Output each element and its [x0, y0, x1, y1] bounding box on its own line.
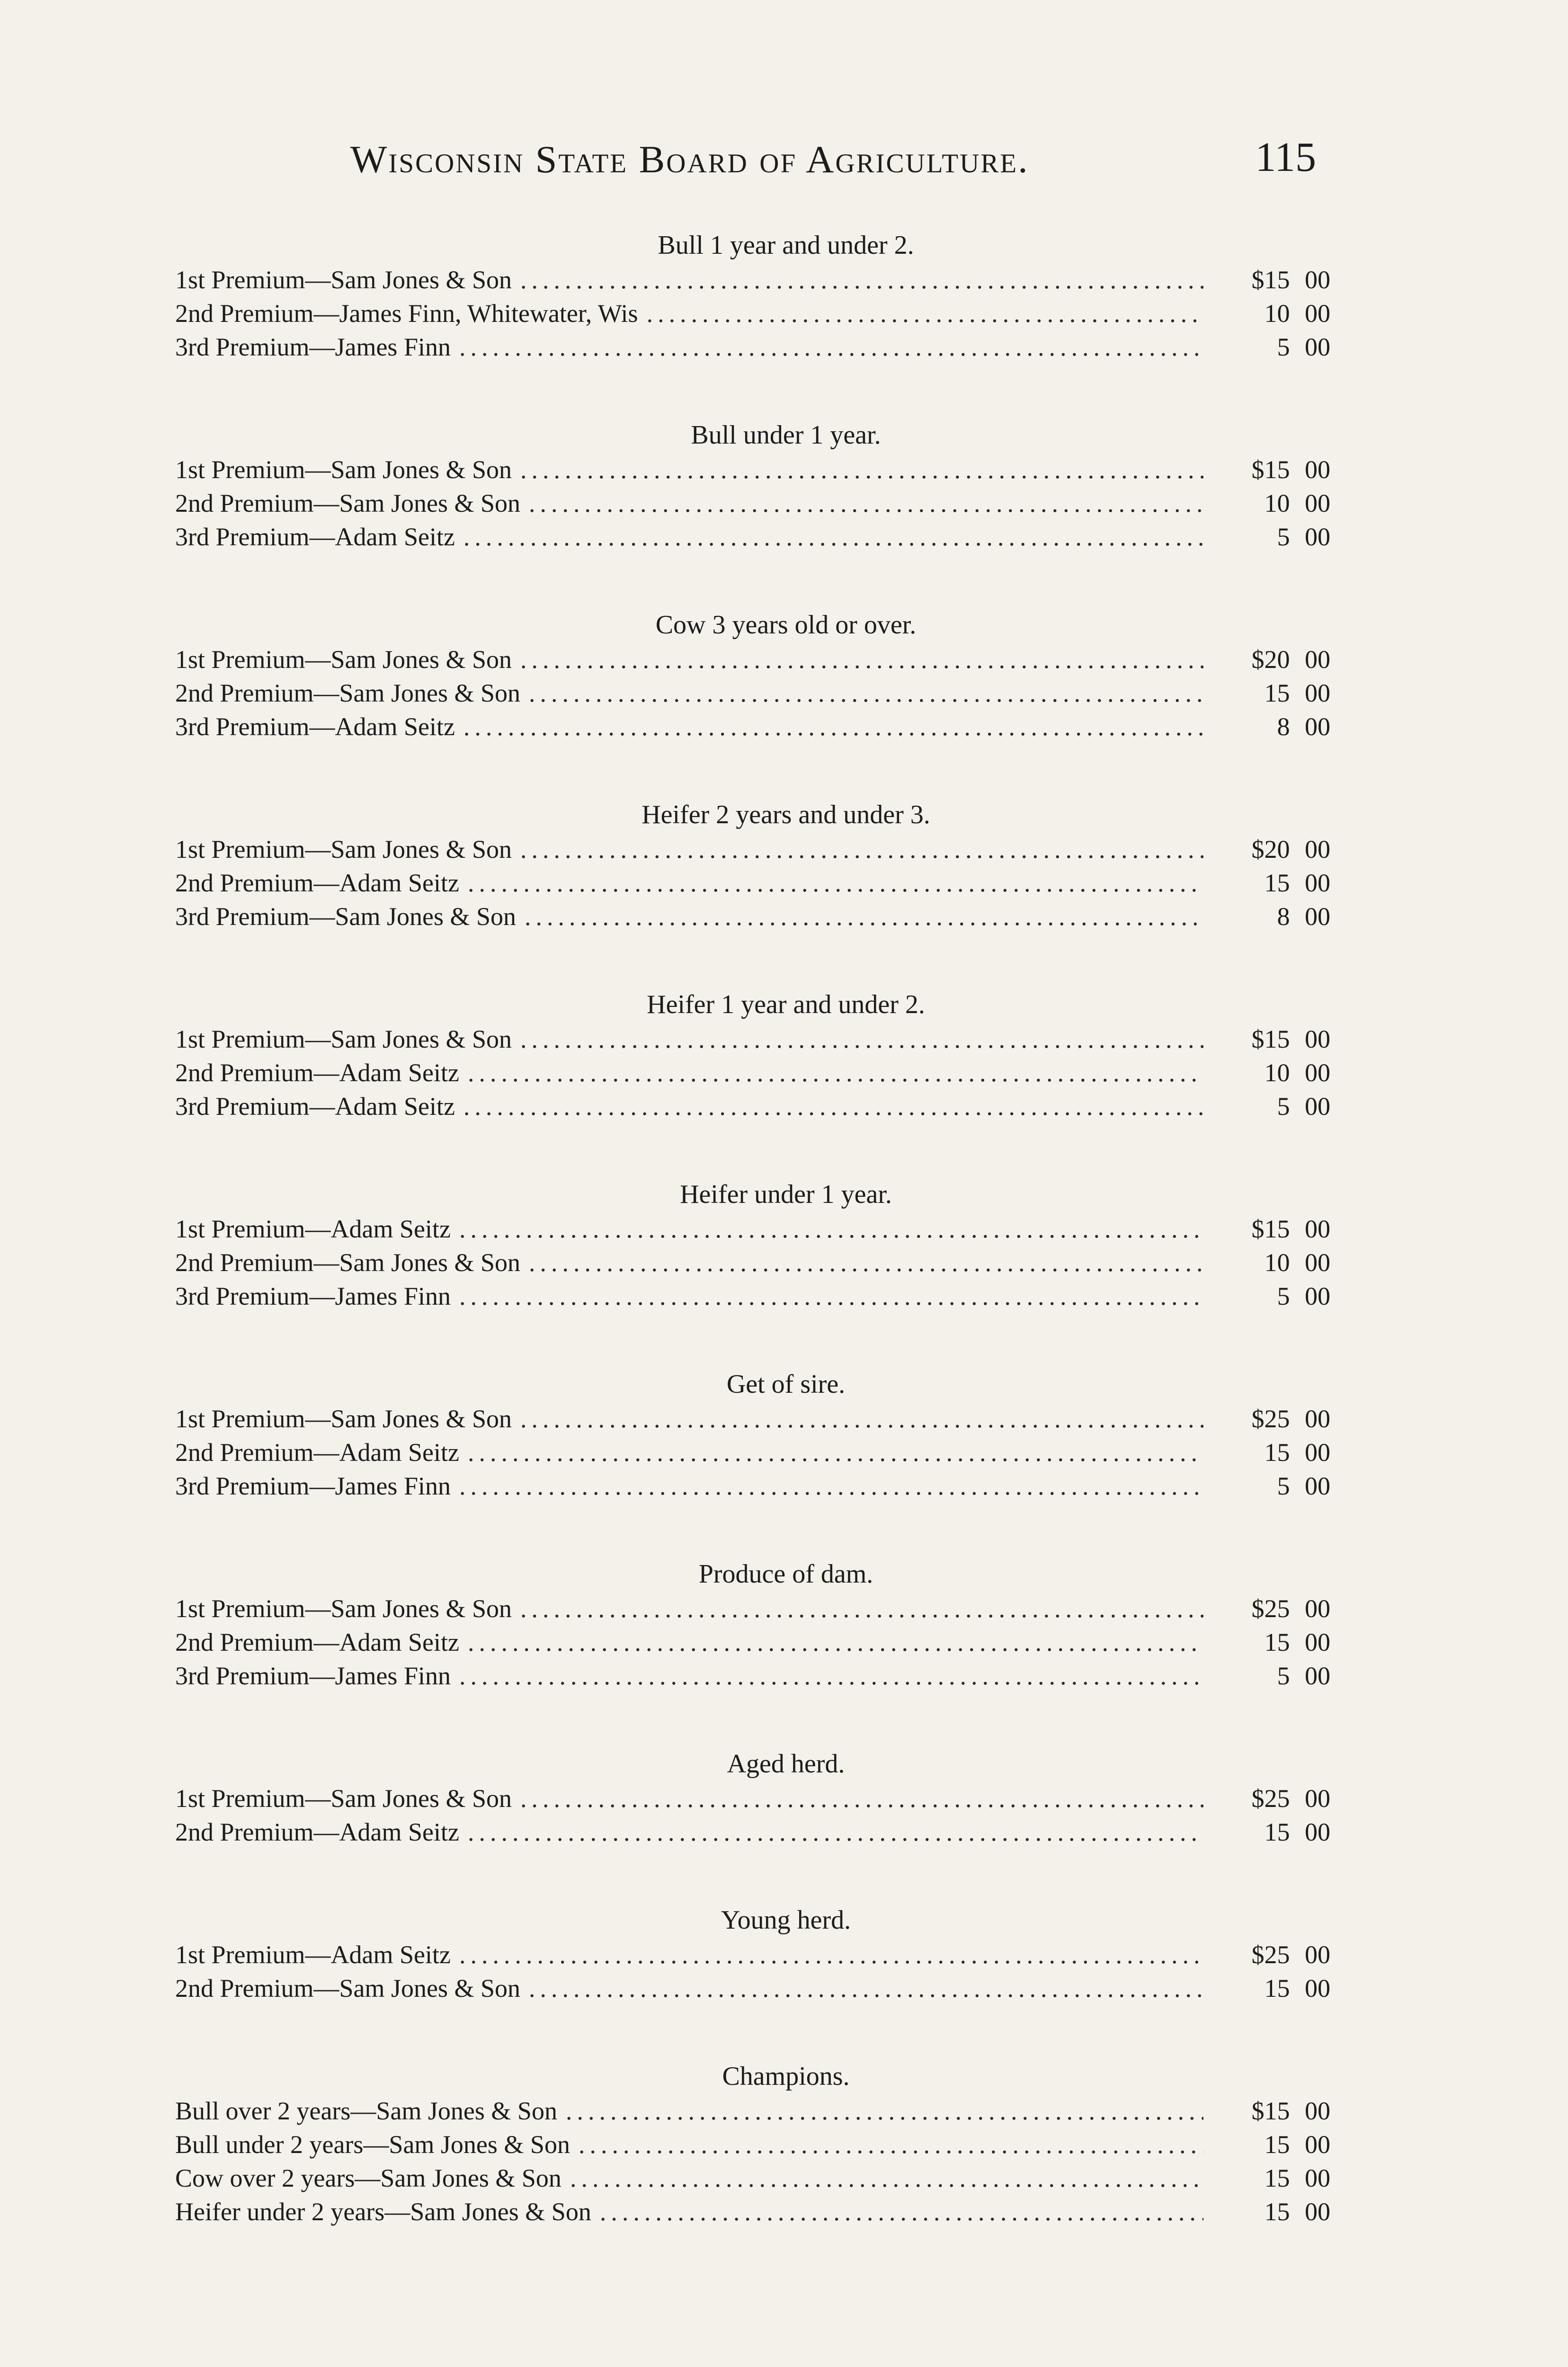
entry-label: 3rd Premium—Sam Jones & Son: [175, 902, 517, 931]
dot-leader: [468, 1626, 1203, 1659]
dot-leader: [459, 1938, 1203, 1972]
premium-entry: [175, 1972, 1330, 2005]
premium-entry: [175, 487, 1330, 520]
premium-entry: [175, 1212, 1330, 1246]
premium-section: [175, 607, 1330, 744]
premium-entry: [175, 520, 1330, 554]
premium-section: [175, 797, 1330, 934]
dot-leader: [520, 1782, 1203, 1815]
entry-label: 2nd Premium—Adam Seitz: [175, 1628, 459, 1656]
premium-entry: [175, 1023, 1330, 1056]
dot-leader: [570, 2162, 1203, 2195]
premium-entry: [175, 2094, 1330, 2128]
entry-amount: $15 00: [1251, 1215, 1330, 1243]
entry-label: 1st Premium—Sam Jones & Son: [175, 1594, 512, 1623]
section-heading: Champions.: [722, 2062, 850, 2091]
entry-label: 1st Premium—Sam Jones & Son: [175, 645, 512, 674]
entry-amount: 10 00: [1264, 299, 1330, 328]
entry-amount: 5 00: [1277, 1472, 1330, 1500]
dot-leader: [529, 1246, 1203, 1280]
entry-label: 2nd Premium—James Finn, Whitewater, Wis: [175, 299, 638, 328]
entry-amount: 10 00: [1264, 489, 1330, 517]
entry-amount: $25 00: [1251, 1784, 1330, 1813]
premium-entry: [175, 2128, 1330, 2162]
section-heading: Get of sire.: [726, 1370, 846, 1399]
section-heading: Bull under 1 year.: [691, 420, 881, 450]
entry-amount: 15 00: [1264, 1438, 1330, 1467]
dot-leader: [520, 643, 1203, 676]
entry-amount: 15 00: [1264, 1628, 1330, 1656]
premium-section: [175, 1746, 1330, 1849]
premium-entry: [175, 676, 1330, 710]
premium-section: [175, 2058, 1330, 2229]
premium-entry: [175, 2195, 1330, 2229]
entry-label: 1st Premium—Sam Jones & Son: [175, 1025, 512, 1053]
entry-amount: $25 00: [1251, 1940, 1330, 1969]
dot-leader: [468, 1056, 1203, 1090]
premium-entry: [175, 1436, 1330, 1469]
entry-amount: 15 00: [1264, 1818, 1330, 1846]
running-title: Wisconsin State Board of Agriculture.: [350, 138, 1029, 181]
dot-leader: [529, 676, 1203, 710]
premium-entry: [175, 833, 1330, 866]
entry-label: 1st Premium—Sam Jones & Son: [175, 266, 512, 294]
entry-amount: $20 00: [1251, 835, 1330, 863]
entry-amount: $20 00: [1251, 645, 1330, 674]
dot-leader: [459, 330, 1203, 364]
premium-entry: [175, 1090, 1330, 1123]
entry-label: 1st Premium—Adam Seitz: [175, 1215, 451, 1243]
entry-label: Bull over 2 years—Sam Jones & Son: [175, 2097, 557, 2125]
dot-leader: [463, 710, 1203, 744]
entry-label: Bull under 2 years—Sam Jones & Son: [175, 2130, 570, 2159]
entry-amount: $15 00: [1251, 2097, 1330, 2125]
dot-leader: [463, 1090, 1203, 1123]
premium-entry: [175, 297, 1330, 330]
premium-section: [175, 987, 1330, 1123]
premium-section: [175, 1366, 1330, 1503]
entry-amount: 15 00: [1264, 679, 1330, 707]
entry-amount: 15 00: [1264, 2164, 1330, 2192]
dot-leader: [520, 1023, 1203, 1056]
running-head: [350, 134, 1316, 189]
entry-label: Heifer under 2 years—Sam Jones & Son: [175, 2198, 591, 2226]
dot-leader: [520, 833, 1203, 866]
entry-label: 3rd Premium—James Finn: [175, 1662, 451, 1690]
dot-leader: [468, 1436, 1203, 1469]
premium-entry: [175, 2162, 1330, 2195]
premium-entry: [175, 1592, 1330, 1626]
premium-entry: [175, 1659, 1330, 1693]
entry-label: 1st Premium—Sam Jones & Son: [175, 1784, 512, 1813]
dot-leader: [459, 1659, 1203, 1693]
dot-leader: [520, 1402, 1203, 1436]
section-heading: Cow 3 years old or over.: [655, 610, 917, 640]
premium-entry: [175, 1626, 1330, 1659]
entry-label: 2nd Premium—Adam Seitz: [175, 869, 459, 897]
premium-entry: [175, 643, 1330, 676]
entry-label: 2nd Premium—Adam Seitz: [175, 1059, 459, 1087]
section-heading: Heifer under 1 year.: [680, 1180, 892, 1209]
page-number: 115: [1255, 134, 1316, 180]
premium-entry: [175, 866, 1330, 900]
entry-amount: 15 00: [1264, 2130, 1330, 2159]
entry-amount: 5 00: [1277, 523, 1330, 551]
dot-leader: [566, 2094, 1203, 2128]
section-heading: Heifer 1 year and under 2.: [647, 990, 925, 1019]
entry-amount: 15 00: [1264, 869, 1330, 897]
entry-label: 2nd Premium—Sam Jones & Son: [175, 679, 521, 707]
entry-amount: $25 00: [1251, 1594, 1330, 1623]
section-heading: Young herd.: [721, 1905, 851, 1935]
section-heading: Bull 1 year and under 2.: [658, 231, 914, 260]
dot-leader: [468, 1815, 1203, 1849]
entry-amount: 5 00: [1277, 1282, 1330, 1310]
premium-entry: [175, 453, 1330, 487]
section-heading: Heifer 2 years and under 3.: [641, 800, 930, 829]
entry-label: 2nd Premium—Adam Seitz: [175, 1818, 459, 1846]
dot-leader: [468, 866, 1203, 900]
dot-leader: [520, 1592, 1203, 1626]
entry-label: 1st Premium—Sam Jones & Son: [175, 1405, 512, 1433]
premium-section: [175, 1176, 1330, 1313]
premium-entry: [175, 1056, 1330, 1090]
dot-leader: [520, 453, 1203, 487]
dot-leader: [600, 2195, 1203, 2229]
premium-entry: [175, 1782, 1330, 1815]
premium-section: [175, 417, 1330, 554]
dot-leader: [459, 1212, 1203, 1246]
entry-label: 1st Premium—Adam Seitz: [175, 1940, 451, 1969]
premium-entry: [175, 1402, 1330, 1436]
dot-leader: [579, 2128, 1203, 2162]
entry-amount: 15 00: [1264, 1974, 1330, 2002]
entry-label: 3rd Premium—Adam Seitz: [175, 1092, 455, 1121]
dot-leader: [647, 297, 1203, 330]
dot-leader: [525, 900, 1203, 934]
entry-amount: 5 00: [1277, 1092, 1330, 1121]
entry-amount: 5 00: [1277, 1662, 1330, 1690]
dot-leader: [529, 487, 1203, 520]
entry-label: 2nd Premium—Adam Seitz: [175, 1438, 459, 1467]
entry-label: 3rd Premium—James Finn: [175, 1282, 451, 1310]
premium-section: [175, 1556, 1330, 1693]
dot-leader: [463, 520, 1203, 554]
entry-label: Cow over 2 years—Sam Jones & Son: [175, 2164, 561, 2192]
dot-leader: [520, 263, 1203, 297]
entry-amount: 8 00: [1277, 712, 1330, 741]
premium-section: [175, 1902, 1330, 2005]
premium-entry: [175, 1280, 1330, 1313]
entry-amount: 5 00: [1277, 333, 1330, 361]
premium-entry: [175, 710, 1330, 744]
entry-amount: 8 00: [1277, 902, 1330, 931]
dot-leader: [459, 1280, 1203, 1313]
premium-section: [175, 227, 1330, 364]
entry-label: 3rd Premium—Adam Seitz: [175, 712, 455, 741]
section-heading: Aged herd.: [727, 1749, 845, 1779]
entry-amount: $15 00: [1251, 455, 1330, 484]
dot-leader: [459, 1469, 1203, 1503]
premium-entry: [175, 1938, 1330, 1972]
premium-list: [175, 227, 1330, 2282]
premium-entry: [175, 900, 1330, 934]
entry-amount: 10 00: [1264, 1248, 1330, 1277]
entry-amount: 15 00: [1264, 2198, 1330, 2226]
section-heading: Produce of dam.: [698, 1559, 873, 1589]
entry-label: 2nd Premium—Sam Jones & Son: [175, 1248, 521, 1277]
entry-label: 2nd Premium—Sam Jones & Son: [175, 1974, 521, 2002]
entry-label: 1st Premium—Sam Jones & Son: [175, 455, 512, 484]
entry-amount: 10 00: [1264, 1059, 1330, 1087]
entry-amount: $15 00: [1251, 1025, 1330, 1053]
entry-label: 3rd Premium—James Finn: [175, 333, 451, 361]
entry-amount: $25 00: [1251, 1405, 1330, 1433]
entry-label: 3rd Premium—James Finn: [175, 1472, 451, 1500]
premium-entry: [175, 1815, 1330, 1849]
premium-entry: [175, 1246, 1330, 1280]
entry-amount: $15 00: [1251, 266, 1330, 294]
premium-entry: [175, 1469, 1330, 1503]
entry-label: 1st Premium—Sam Jones & Son: [175, 835, 512, 863]
dot-leader: [529, 1972, 1203, 2005]
premium-entry: [175, 330, 1330, 364]
premium-entry: [175, 263, 1330, 297]
entry-label: 2nd Premium—Sam Jones & Son: [175, 489, 521, 517]
entry-label: 3rd Premium—Adam Seitz: [175, 523, 455, 551]
